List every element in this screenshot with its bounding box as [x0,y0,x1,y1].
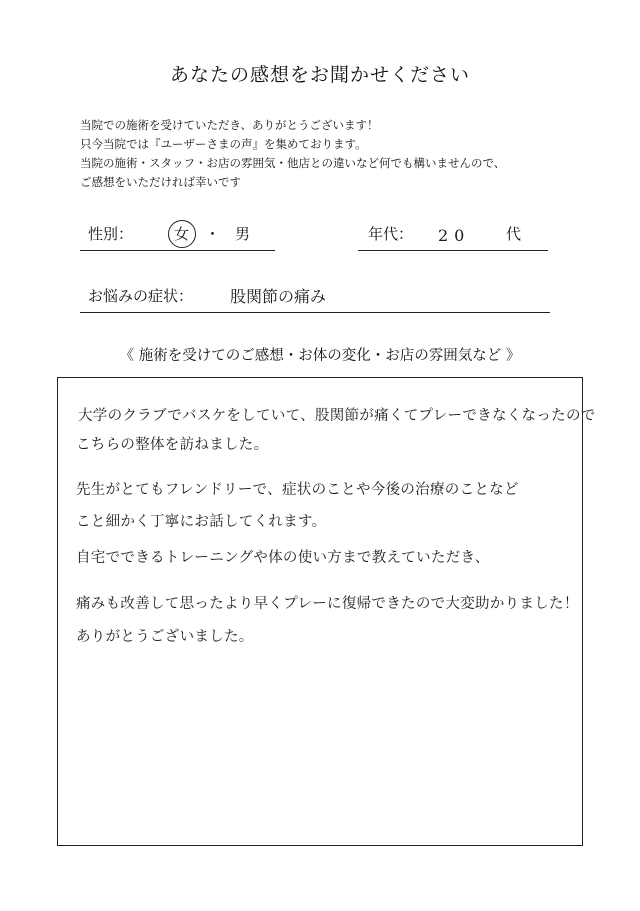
comment-line: 大学のクラブでバスケをしていて、股関節が痛くてプレーできなくなったので [78,408,596,424]
section-heading: 《 施術を受けてのご感想・お体の変化・お店の雰囲気など 》 [119,348,521,364]
gender-separator: ・ [205,225,221,243]
intro-text [80,116,580,192]
symptom-label: お悩みの症状： [88,287,194,305]
form-title: あなたの感想をお聞かせください [169,64,470,86]
comment-line: 先生がとてもフレンドリーで、症状のことや今後の治療のことなど [76,482,519,498]
comment-box [57,377,596,846]
comment-line: ありがとうございました。 [76,629,254,645]
age-label: 年代： [368,225,414,243]
intro-line: 当院での施術を受けていただき、ありがとうございます！ [80,118,379,132]
intro-line: 只今当院では『ユーザーさまの声』を集めております。 [80,137,367,151]
comment-line: 痛みも改善して思ったより早くプレーに復帰できたので大変助かりました！ [76,596,579,612]
age-field [358,220,548,251]
gender-field [80,220,275,251]
comment-line: こちらの整体を訪ねました。 [76,437,269,453]
intro-line: ご感想をいただければ幸いです [80,175,241,189]
intro-line: 当院の施術・スタッフ・お店の雰囲気・他店との違いなど何でも構いませんので、 [80,156,506,170]
symptom-field [80,282,550,313]
comment-line: こと細かく丁寧にお話してくれます。 [76,514,327,530]
age-suffix: 代 [506,225,522,243]
gender-female: 女 [174,225,190,243]
symptom-value: 股関節の痛み [230,287,327,306]
comment-line: 自宅でできるトレーニングや体の使い方まで教えていただき、 [76,550,490,566]
gender-male: 男 [235,225,251,243]
gender-label: 性別： [88,225,134,243]
age-value: 20 [438,226,471,245]
